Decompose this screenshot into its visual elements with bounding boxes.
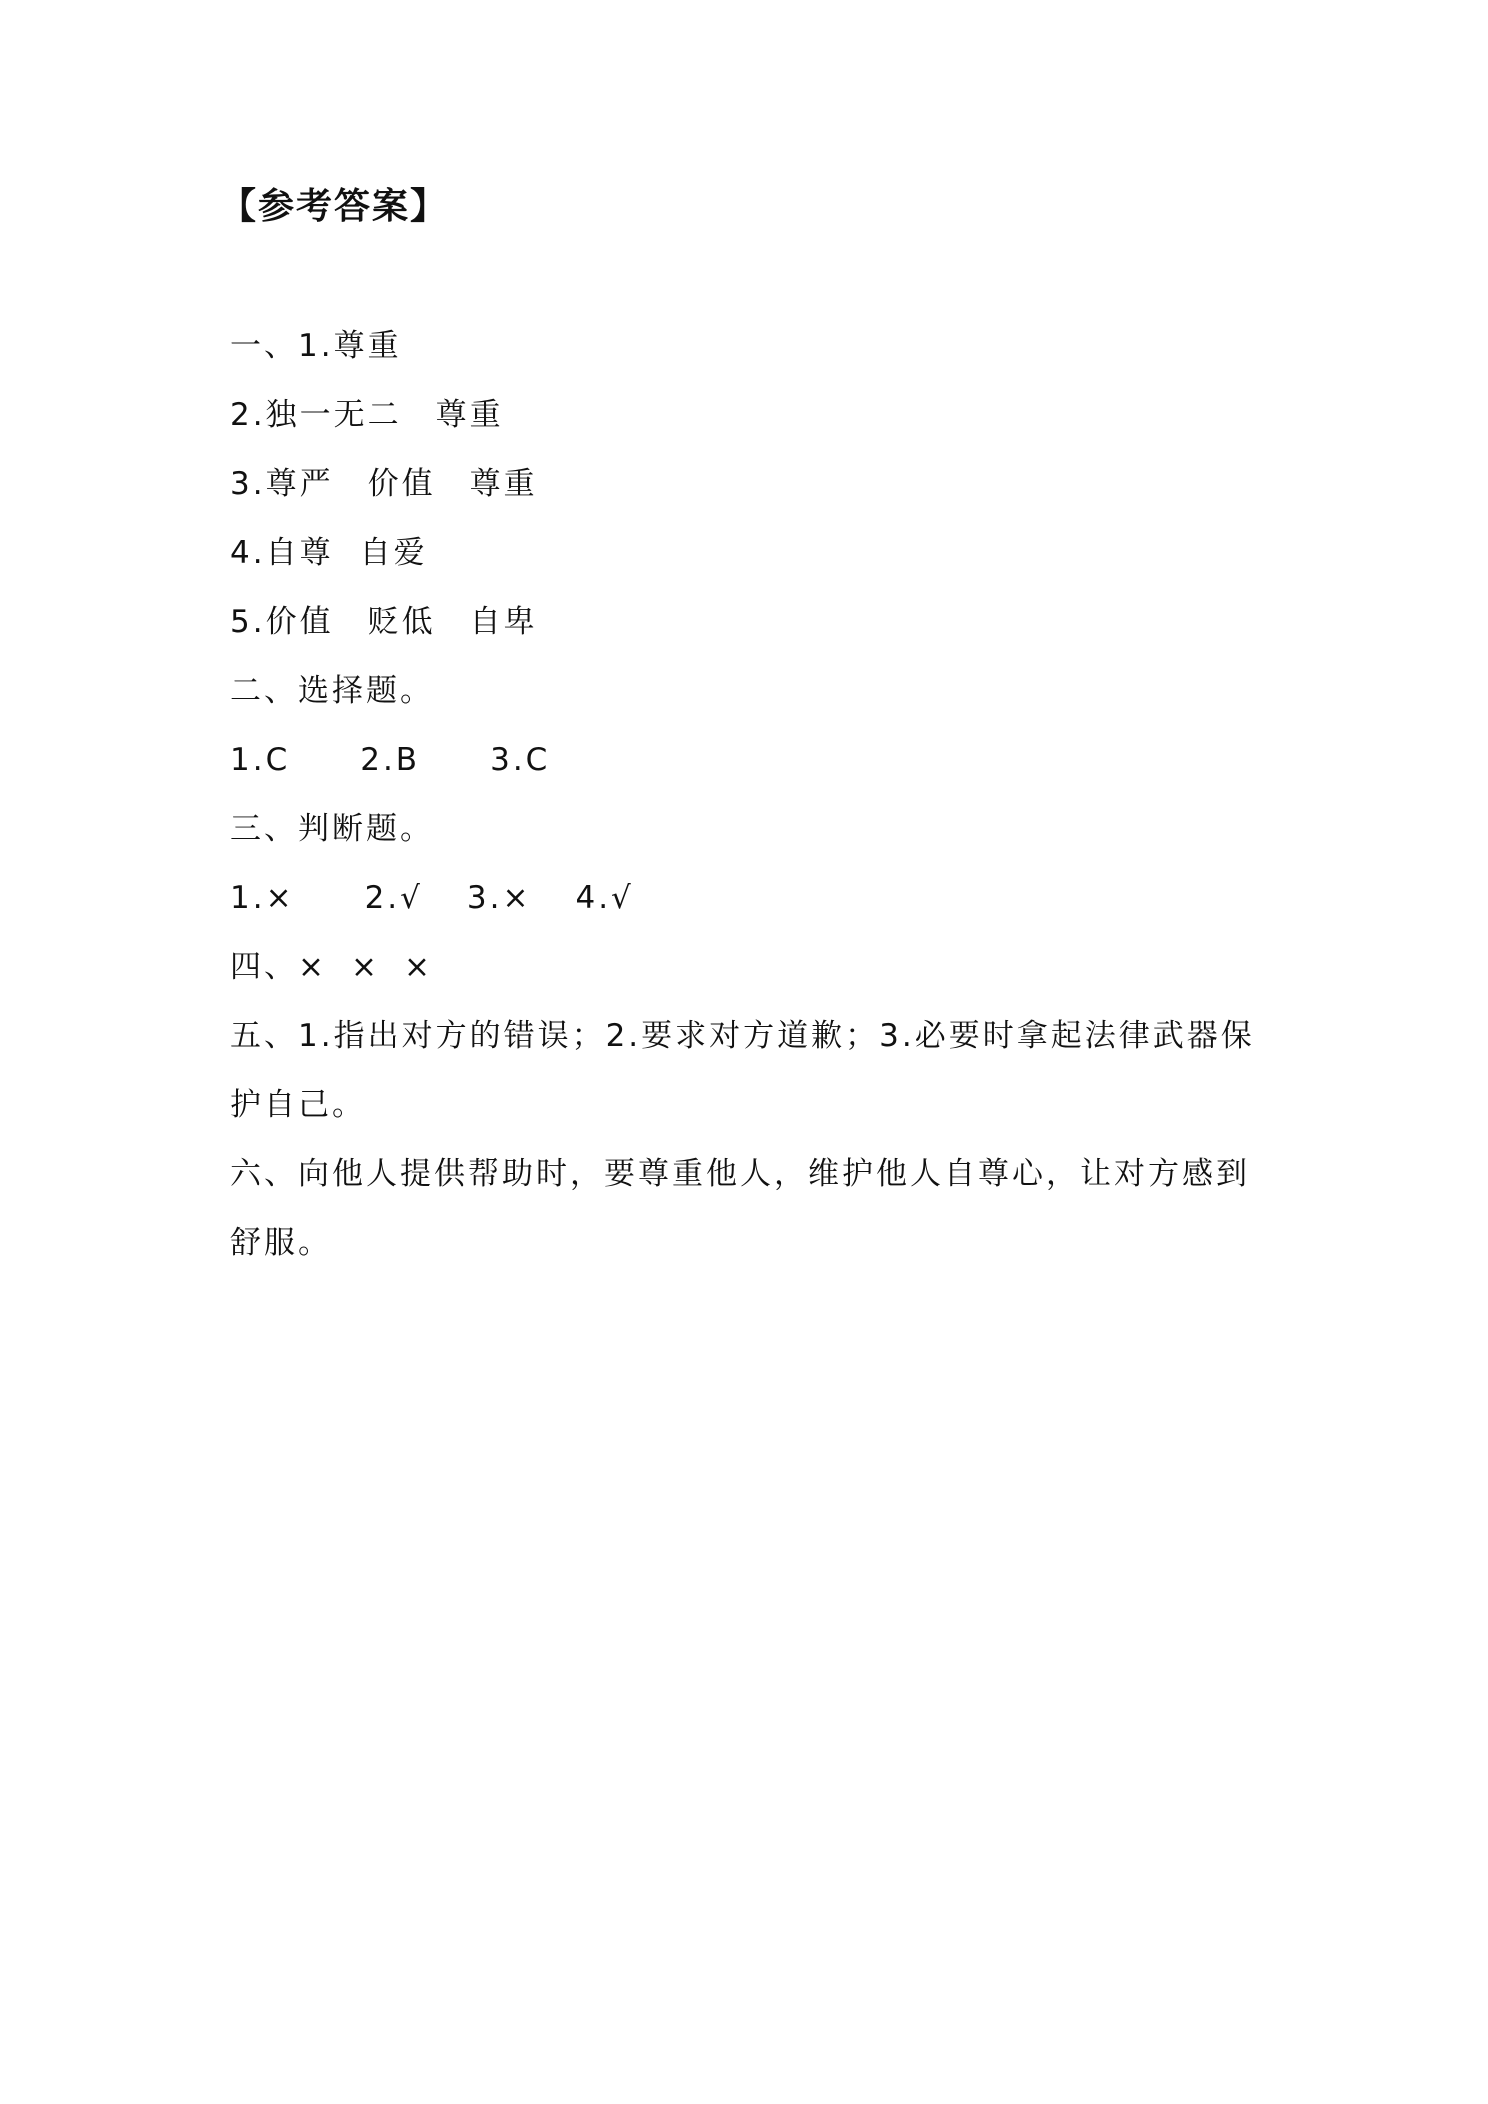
section-1-number: 一、 xyxy=(230,328,298,364)
answer-text: 尊重 xyxy=(435,397,504,433)
section-1-answer-1 xyxy=(230,312,1270,381)
answer-text: 尊重 xyxy=(469,466,538,502)
answer-text: 4.自尊 xyxy=(230,535,334,571)
answer-text: 自爱 xyxy=(359,535,428,571)
answer-text: 1.C xyxy=(230,742,291,778)
cross-mark: × xyxy=(403,949,433,985)
section-2-title: 二、选择题。 xyxy=(230,673,434,709)
answer-list xyxy=(230,312,1270,1278)
section-2-answers xyxy=(230,726,1270,795)
answer-text: 3.C xyxy=(490,742,551,778)
section-3-title: 三、判断题。 xyxy=(230,811,434,847)
answer-text: 2.B xyxy=(360,742,421,778)
section-4-number: 四、 xyxy=(230,949,298,985)
section-1-answer-3 xyxy=(230,450,1270,519)
section-5-answer: 五、1.指出对方的错误；2.要求对方道歉；3.必要时拿起法律武器保护自己。 xyxy=(230,1018,1255,1123)
section-1-answer-5 xyxy=(230,588,1270,657)
answer-text: 4.√ xyxy=(575,880,634,916)
answer-text: 5.价值 xyxy=(230,604,334,640)
answer-text: 贬低 xyxy=(367,604,436,640)
answer-text: 3.尊严 xyxy=(230,466,334,502)
answer-text: 1.× xyxy=(230,880,295,916)
answer-text: 自卑 xyxy=(469,604,538,640)
section-1-answer-2 xyxy=(230,381,1270,450)
answer-text: 2.√ xyxy=(364,880,423,916)
answer-text: 价值 xyxy=(367,466,436,502)
answer-text: 1.尊重 xyxy=(298,328,402,364)
section-4-answers xyxy=(230,933,1270,1002)
cross-mark: × xyxy=(298,949,327,985)
section-1-answer-4 xyxy=(230,519,1270,588)
answer-text: 2.独一无二 xyxy=(230,397,402,433)
cross-mark: × xyxy=(350,949,380,985)
section-6-answer: 六、向他人提供帮助时，要尊重他人，维护他人自尊心，让对方感到舒服。 xyxy=(230,1156,1250,1261)
section-3-answers xyxy=(230,864,1270,933)
answer-text: 3.× xyxy=(466,880,532,916)
page-title: 【参考答案】 xyxy=(220,186,449,227)
